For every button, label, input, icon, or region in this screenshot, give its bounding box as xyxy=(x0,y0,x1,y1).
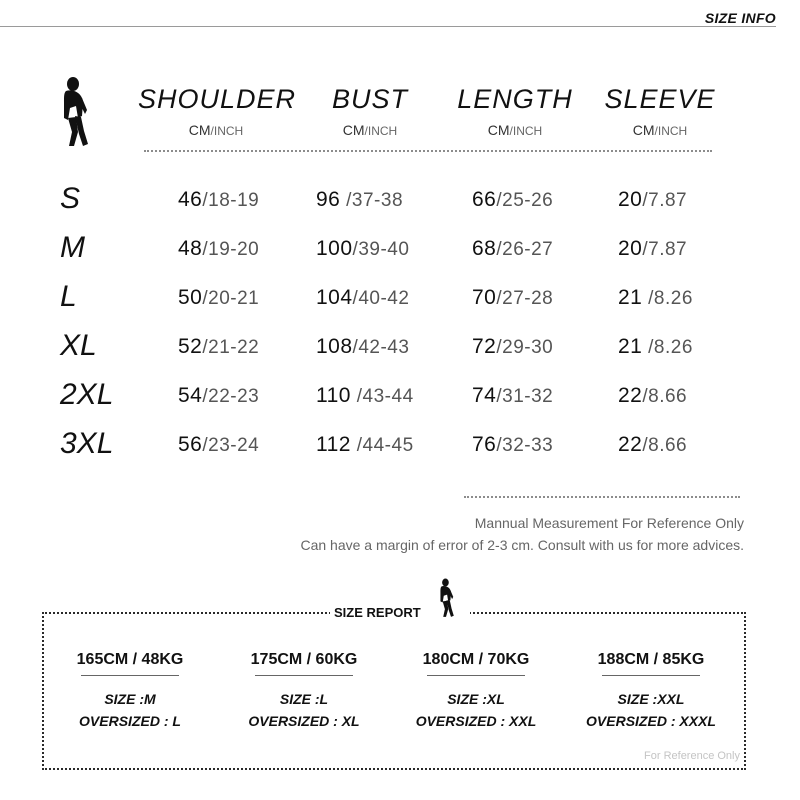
measurement-note: Mannual Measurement For Reference Only xyxy=(474,515,744,531)
value-inch: /32-33 xyxy=(496,435,554,456)
margin-note: Can have a margin of error of 2-3 cm. Consult with us for more advices. xyxy=(300,537,744,553)
value-inch: /22-23 xyxy=(202,386,260,407)
height-weight: 165CM / 48KG xyxy=(76,651,184,668)
value-inch: /19-20 xyxy=(202,239,260,260)
unit-cm: CM xyxy=(188,122,211,138)
value-cm: 52 xyxy=(178,335,203,358)
value-inch: /8.26 xyxy=(642,337,693,358)
column-header-shoulder xyxy=(138,84,297,138)
profile-divider xyxy=(602,675,700,676)
bust-cell xyxy=(316,237,409,261)
value-inch: /18-19 xyxy=(202,190,260,211)
column-unit xyxy=(318,122,422,138)
bust-cell xyxy=(316,188,403,212)
value-inch: /23-24 xyxy=(202,435,260,456)
unit-inch: INCH xyxy=(657,124,688,138)
sleeve-cell xyxy=(618,384,687,408)
value-cm: 22 xyxy=(618,433,643,456)
value-inch: /39-40 xyxy=(352,239,410,260)
value-cm: 20 xyxy=(618,237,643,260)
column-title: SHOULDER xyxy=(138,84,297,114)
size-label: M xyxy=(60,231,85,264)
column-title: LENGTH xyxy=(457,84,573,114)
value-inch: /27-28 xyxy=(496,288,554,309)
value-inch: /8.66 xyxy=(642,386,688,407)
height-weight: 188CM / 85KG xyxy=(597,651,705,668)
sleeve-cell xyxy=(618,237,687,261)
value-cm: 48 xyxy=(178,237,203,260)
value-inch: /44-45 xyxy=(350,435,414,456)
value-cm: 74 xyxy=(472,384,497,407)
value-inch: /7.87 xyxy=(642,239,688,260)
unit-inch: INCH xyxy=(512,124,543,138)
value-cm: 22 xyxy=(618,384,643,407)
walking-figure-icon xyxy=(56,76,92,148)
value-inch: /21-22 xyxy=(202,337,260,358)
value-cm: 66 xyxy=(472,188,497,211)
header-divider xyxy=(0,26,776,27)
column-title: SLEEVE xyxy=(604,84,716,114)
value-cm: 21 xyxy=(618,286,643,309)
unit-sep: / xyxy=(364,124,368,138)
unit-inch: INCH xyxy=(367,124,398,138)
value-cm: 46 xyxy=(178,188,203,211)
shoulder-cell xyxy=(178,335,259,359)
report-profile xyxy=(226,651,382,732)
report-title: SIZE REPORT xyxy=(334,605,421,620)
value-cm: 100 xyxy=(316,237,353,260)
value-inch: /29-30 xyxy=(496,337,554,358)
value-cm: 110 xyxy=(316,384,351,407)
sleeve-cell xyxy=(618,433,687,457)
sleeve-cell xyxy=(618,188,687,212)
value-cm: 76 xyxy=(472,433,497,456)
value-inch: /42-43 xyxy=(352,337,410,358)
header-dotted-divider xyxy=(144,150,712,152)
column-title: BUST xyxy=(331,84,408,114)
oversized-size: OVERSIZED : XL xyxy=(248,713,360,729)
oversized-size: OVERSIZED : XXXL xyxy=(586,713,716,729)
shoulder-cell xyxy=(178,188,259,212)
size-label: 2XL xyxy=(60,378,114,411)
height-weight: 175CM / 60KG xyxy=(250,651,358,668)
bust-cell xyxy=(316,286,409,310)
column-unit xyxy=(452,122,578,138)
column-header-bust xyxy=(318,84,422,138)
value-inch: /26-27 xyxy=(496,239,554,260)
height-weight: 180CM / 70KG xyxy=(422,651,530,668)
column-unit xyxy=(604,122,716,138)
length-cell xyxy=(472,384,553,408)
value-inch: /7.87 xyxy=(642,190,688,211)
value-cm: 112 xyxy=(316,433,351,456)
value-cm: 96 xyxy=(316,188,341,211)
value-inch: /31-32 xyxy=(496,386,554,407)
value-cm: 21 xyxy=(618,335,643,358)
size-label: L xyxy=(60,280,77,313)
value-cm: 104 xyxy=(316,286,353,309)
walking-figure-icon xyxy=(436,578,456,618)
shoulder-cell xyxy=(178,433,259,457)
length-cell xyxy=(472,335,553,359)
report-profile xyxy=(398,651,554,732)
length-cell xyxy=(472,286,553,310)
value-cm: 56 xyxy=(178,433,203,456)
size-label: S xyxy=(60,182,81,215)
value-inch: /20-21 xyxy=(202,288,260,309)
oversized-size: OVERSIZED : XXL xyxy=(415,713,537,729)
value-cm: 68 xyxy=(472,237,497,260)
note-dotted-divider xyxy=(464,496,740,498)
profile-divider xyxy=(81,675,179,676)
value-inch: /8.66 xyxy=(642,435,688,456)
reference-footnote: For Reference Only xyxy=(644,750,740,762)
unit-cm: CM xyxy=(487,122,510,138)
unit-sep: / xyxy=(210,124,214,138)
unit-sep: / xyxy=(654,124,658,138)
shoulder-cell xyxy=(178,286,259,310)
shoulder-cell xyxy=(178,384,259,408)
unit-cm: CM xyxy=(632,122,655,138)
recommended-size: SIZE :XXL xyxy=(617,691,685,707)
size-label: XL xyxy=(60,329,97,362)
value-cm: 72 xyxy=(472,335,497,358)
size-label: 3XL xyxy=(60,427,114,460)
profile-divider xyxy=(427,675,525,676)
value-inch: /40-42 xyxy=(352,288,410,309)
recommended-size: SIZE :M xyxy=(104,691,156,707)
value-cm: 108 xyxy=(316,335,353,358)
unit-inch: INCH xyxy=(213,124,244,138)
report-profile xyxy=(572,651,730,732)
shoulder-cell xyxy=(178,237,259,261)
unit-sep: / xyxy=(509,124,513,138)
recommended-size: SIZE :XL xyxy=(447,691,505,707)
length-cell xyxy=(472,188,553,212)
value-inch: /8.26 xyxy=(642,288,693,309)
value-inch: /25-26 xyxy=(496,190,554,211)
page-title: SIZE INFO xyxy=(704,10,776,26)
sleeve-cell xyxy=(618,335,693,359)
profile-divider xyxy=(255,675,353,676)
bust-cell xyxy=(316,335,409,359)
oversized-size: OVERSIZED : L xyxy=(79,713,181,729)
value-cm: 54 xyxy=(178,384,203,407)
value-inch: /43-44 xyxy=(350,386,414,407)
column-unit xyxy=(138,122,294,138)
value-cm: 50 xyxy=(178,286,203,309)
bust-cell xyxy=(316,433,414,457)
unit-cm: CM xyxy=(342,122,365,138)
length-cell xyxy=(472,433,553,457)
bust-cell xyxy=(316,384,414,408)
sleeve-cell xyxy=(618,286,693,310)
value-inch: /37-38 xyxy=(340,190,404,211)
column-header-sleeve xyxy=(604,84,716,138)
report-profile xyxy=(52,651,208,732)
column-header-length xyxy=(452,84,578,138)
length-cell xyxy=(472,237,553,261)
value-cm: 20 xyxy=(618,188,643,211)
recommended-size: SIZE :L xyxy=(279,691,329,707)
value-cm: 70 xyxy=(472,286,497,309)
